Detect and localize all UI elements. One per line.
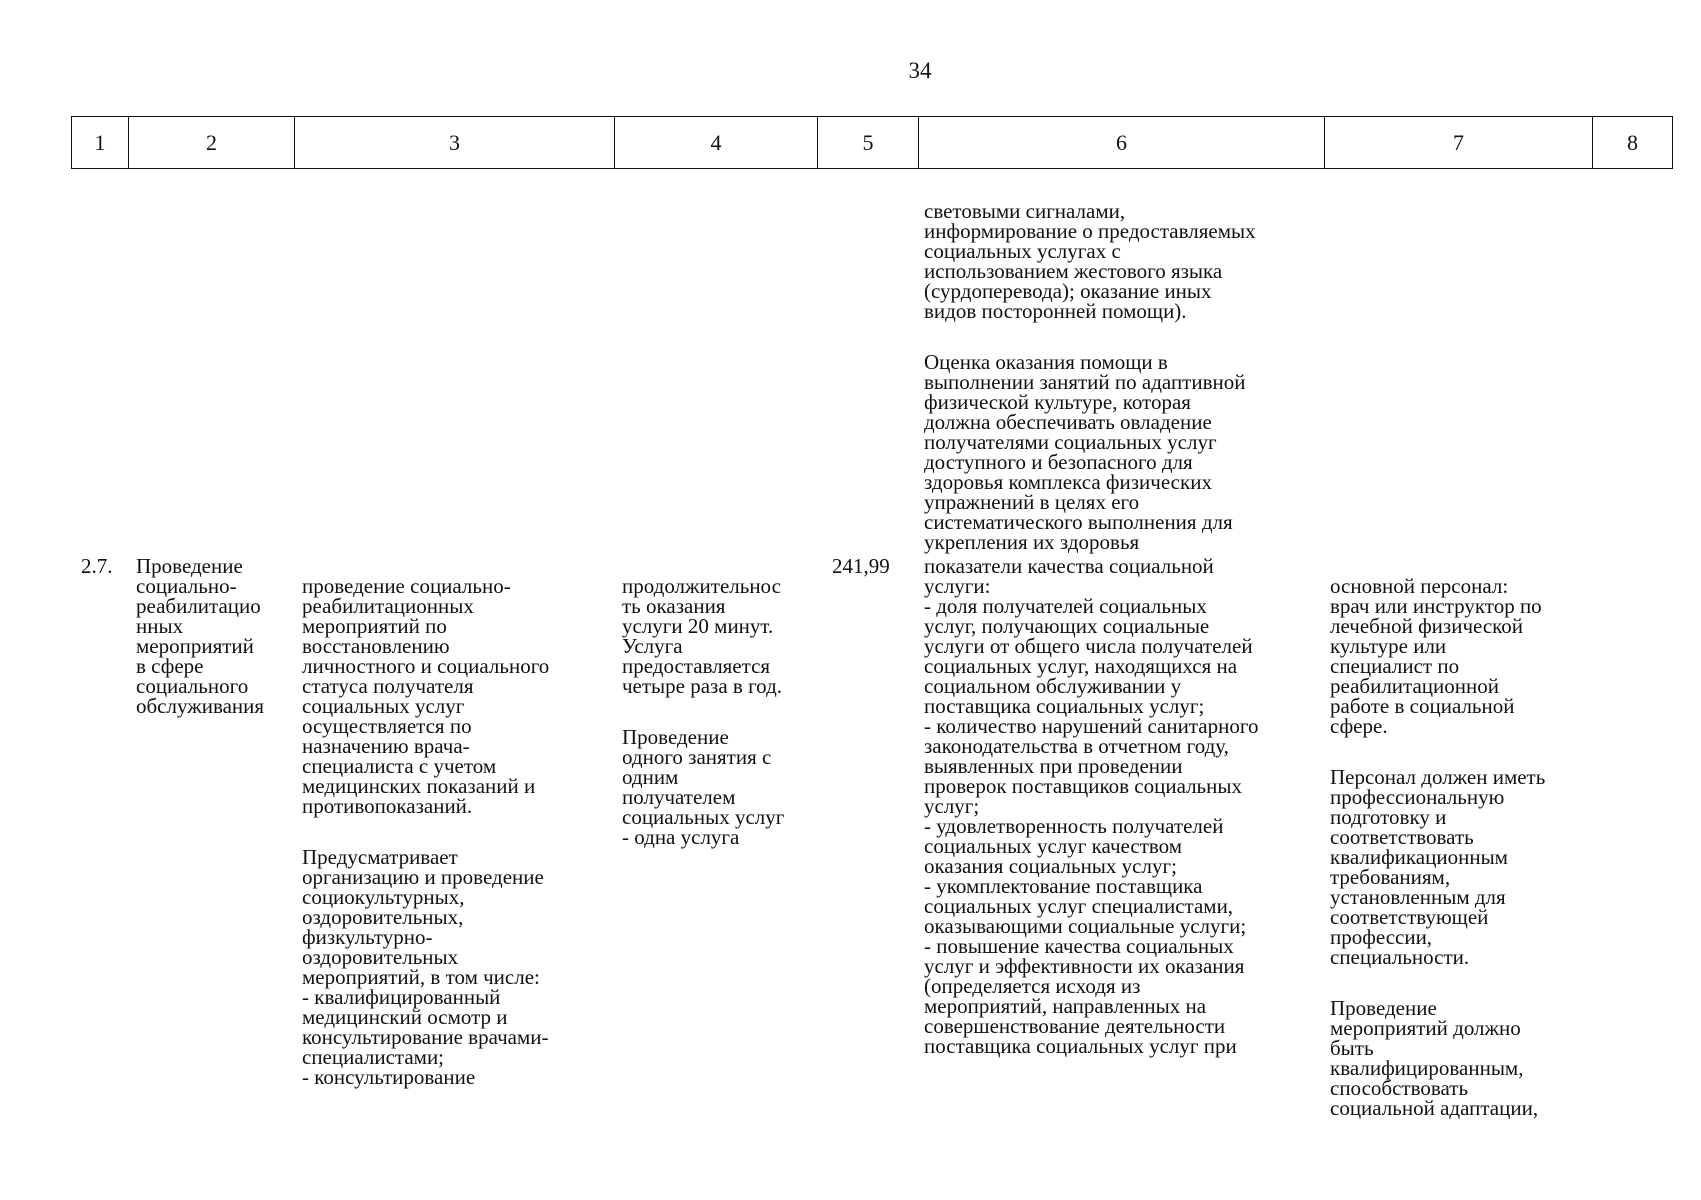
- service-conditions: [1330, 556, 1590, 1118]
- column-header-row: [71, 116, 1673, 169]
- continuation-quality-text: [924, 181, 1324, 552]
- continuation-paragraph-2: Оценка оказания помощи в выполнении занятий по адаптивной физической культуре, которая должна обеспечивать овладение получателями социальных услуг доступного и безопасного для здоровья комплекса физических упражнений в целях его систематического выполнения для укрепления их здоровья: [924, 350, 1246, 554]
- column-header-1: 1: [72, 117, 129, 169]
- service-volume: [622, 556, 818, 847]
- conditions-paragraph-2: Персонал должен иметь профессиональную подготовку и соответствовать квалификационным требованиям, установленным для соответствующей профессии, специальности.: [1330, 765, 1546, 969]
- description-paragraph-2: Предусматривает организацию и проведение социокультурных, оздоровительных, физкультурно- оздоровительных мероприятий, в том числе: - квалифицированный медицинский осмотр и консультирование врачами- специалистами; - консультирование: [302, 845, 549, 1089]
- quality-indicators: показатели качества социальной услуги: - доля получателей социальных услуг, получающих социальные услуги от общего числа получателей социальных услуг, находящихся на социальном обслуживании у поставщика социальных услуг; - количество нарушений санитарного законодательства в отчетном году, выявленных при проведении проверок поставщиков социальных услуг; - удовлетворенность получателей социальных услуг качеством оказания социальных услуг; - укомплектование поставщика социальных услуг специалистами, оказывающими социальные услуги; - повышение качества социальных услуг и эффективности их оказания (определяется исходя из мероприятий, направленных на совершенствование деятельности поставщика социальных услуг при: [924, 554, 1259, 1058]
- column-header-2: 2: [129, 117, 295, 169]
- page-number: 34: [908, 58, 932, 83]
- continuation-paragraph-1: световыми сигналами, информирование о предоставляемых социальных услугах с использованием жестового языка (сурдоперевода); оказание иных видов посторонней помощи).: [924, 199, 1256, 323]
- service-name: Проведение социально- реабилитацио нных мероприятий в сфере социального обслуживания: [136, 554, 265, 718]
- column-header-4: 4: [615, 117, 818, 169]
- column-header-8: 8: [1593, 117, 1673, 169]
- column-header-3: 3: [295, 117, 615, 169]
- service-description: [302, 556, 612, 1087]
- row-number: 2.7.: [81, 554, 113, 578]
- column-header-7: 7: [1325, 117, 1593, 169]
- conditions-paragraph-1: основной персонал: врач или инструктор по лечебной физической культуре или специалист по реабилитационной работе в социальной сфере.: [1330, 574, 1542, 738]
- volume-paragraph-1: продолжительнос ть оказания услуги 20 минут. Услуга предоставляется четыре раза в год.: [622, 574, 783, 698]
- service-price: 241,99: [832, 554, 890, 578]
- column-header-5: 5: [818, 117, 919, 169]
- conditions-paragraph-3: Проведение мероприятий должно быть квалифицированным, способствовать социальной адаптации,: [1330, 996, 1539, 1120]
- volume-paragraph-2: Проведение одного занятия с одним получателем социальных услуг - одна услуга: [622, 725, 785, 849]
- column-header-6: 6: [919, 117, 1325, 169]
- description-paragraph-1: проведение социально- реабилитационных мероприятий по восстановлению личностного и социального статуса получателя социальных услуг осуществляется по назначению врача- специалиста с учетом медицинских показаний и противопоказаний.: [302, 574, 550, 818]
